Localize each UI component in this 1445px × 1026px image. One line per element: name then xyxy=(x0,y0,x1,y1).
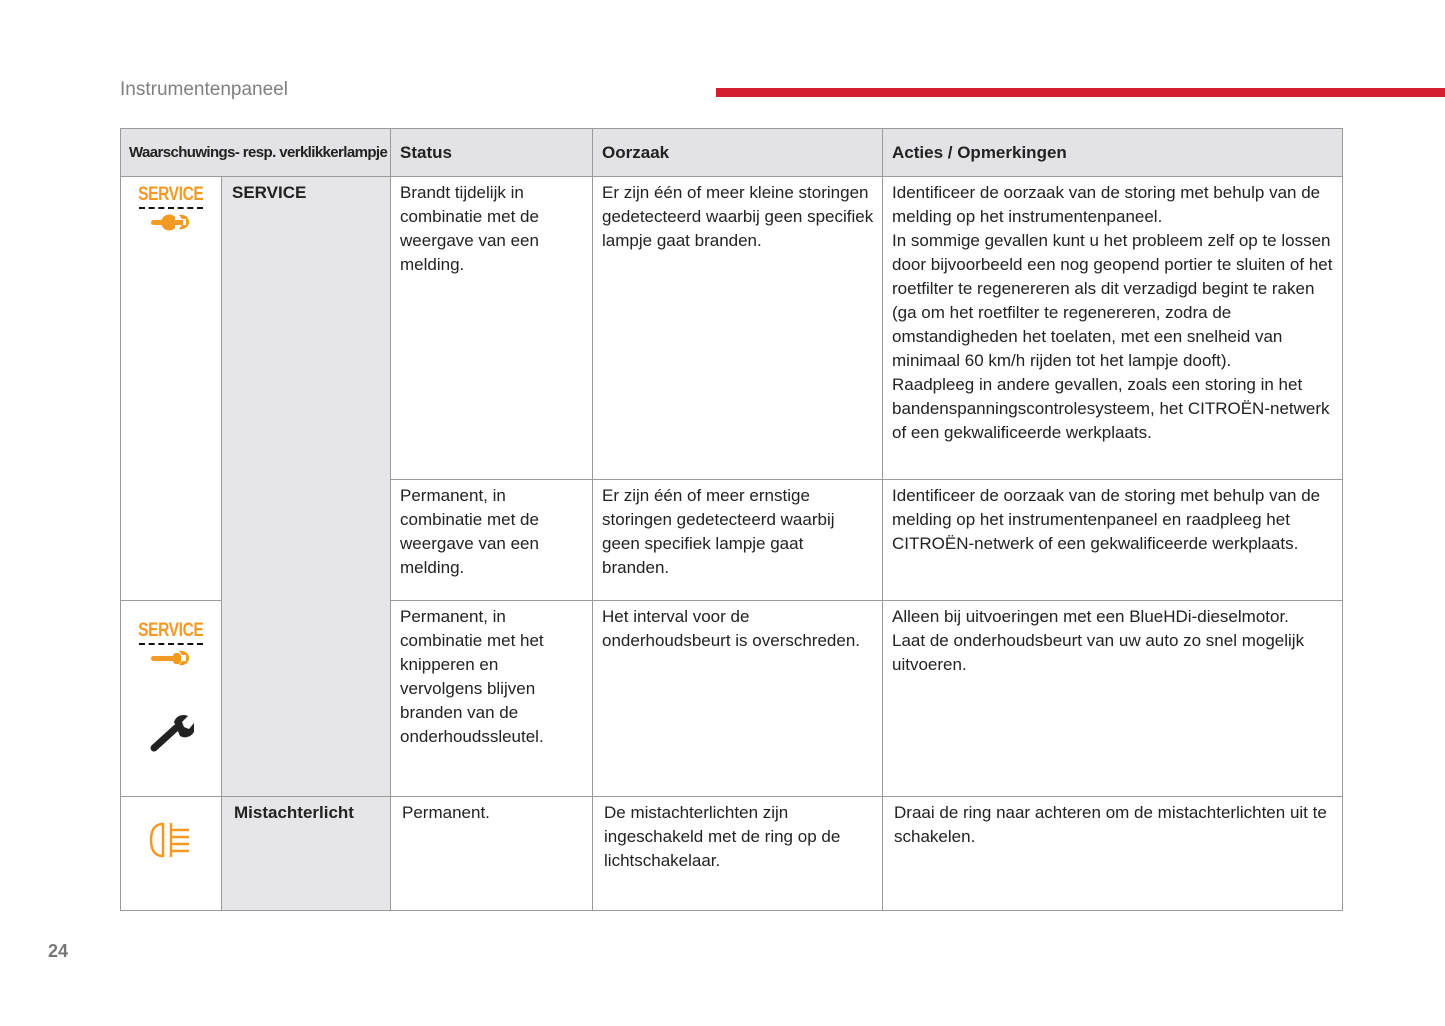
lamp-name-service: SERVICE xyxy=(222,177,391,797)
lamp-name-rear-fog-light: Mistachterlicht xyxy=(222,797,391,911)
action-cell: Identificeer de oorzaak van de storing met behulp van de melding op het instrumentenpaneel en raadpleeg het CITROËN-netwerk of een gekwalificeerde werkplaats. xyxy=(883,480,1343,601)
page-number: 24 xyxy=(48,941,69,961)
cause-cell: Het interval voor de onderhoudsbeurt is overschreden. xyxy=(593,601,883,797)
section-title: Instrumentenpaneel xyxy=(120,79,288,100)
column-header-actions: Acties / Opmerkingen xyxy=(883,129,1343,177)
column-header-status: Status xyxy=(391,129,593,177)
table-header-row xyxy=(121,129,1343,177)
service-icon-cell xyxy=(121,601,222,797)
cause-cell: De mistachterlichten zijn ingeschakeld met de ring op de lichtschakelaar. xyxy=(593,797,883,911)
warning-lights-table xyxy=(120,128,1343,911)
status-cell: Permanent, in combinatie met de weergave van een melding. xyxy=(391,480,593,601)
table-row xyxy=(121,177,1343,480)
rear-fog-light-icon xyxy=(149,821,193,859)
cause-cell: Er zijn één of meer ernstige storingen gedetecteerd waarbij geen specifiek lampje gaat branden. xyxy=(593,480,883,601)
cause-cell: Er zijn één of meer kleine storingen gedetecteerd waarbij geen specifiek lampje gaat branden. xyxy=(593,177,883,480)
action-cell: Alleen bij uitvoeringen met een BlueHDi-dieselmotor. Laat de onderhoudsbeurt van uw auto zo snel mogelijk uitvoeren. xyxy=(883,601,1343,797)
status-cell: Permanent. xyxy=(391,797,593,911)
action-cell: Draai de ring naar achteren om de mistachterlichten uit te schakelen. xyxy=(883,797,1343,911)
service-wrench-icon: SERVICE xyxy=(131,185,211,238)
column-header-cause: Oorzaak xyxy=(593,129,883,177)
maintenance-wrench-icon xyxy=(121,714,221,761)
service-icon-cell xyxy=(121,177,222,601)
rear-fog-light-icon-cell xyxy=(121,797,222,911)
status-cell: Brandt tijdelijk in combinatie met de weergave van een melding. xyxy=(391,177,593,480)
status-cell: Permanent, in combinatie met het knipperen en vervolgens blijven branden van de onderhoudssleutel. xyxy=(391,601,593,797)
section-accent-bar xyxy=(716,88,1445,97)
column-header-lamp: Waarschuwings- resp. verklikkerlampje xyxy=(121,129,391,177)
table-row xyxy=(121,797,1343,911)
service-wrench-icon: SERVICE xyxy=(131,621,211,674)
action-cell: Identificeer de oorzaak van de storing met behulp van de melding op het instrumentenpaneel. In sommige gevallen kunt u het probleem zelf op te lossen door bijvoorbeeld een nog geopend portier te sluiten of het roetfilter te regenereren als dit verzadigd begint te raken (ga om het roetfilter te regenereren, zodra de omstandigheden het toelaten, met een snelheid van minimaal 60 km/h rijden tot het lampje dooft). Raadpleeg in andere gevallen, zoals een storing in het bandenspanningscontrolesysteem, het CITROËN-netwerk of een gekwalificeerde werkplaats. xyxy=(883,177,1343,480)
